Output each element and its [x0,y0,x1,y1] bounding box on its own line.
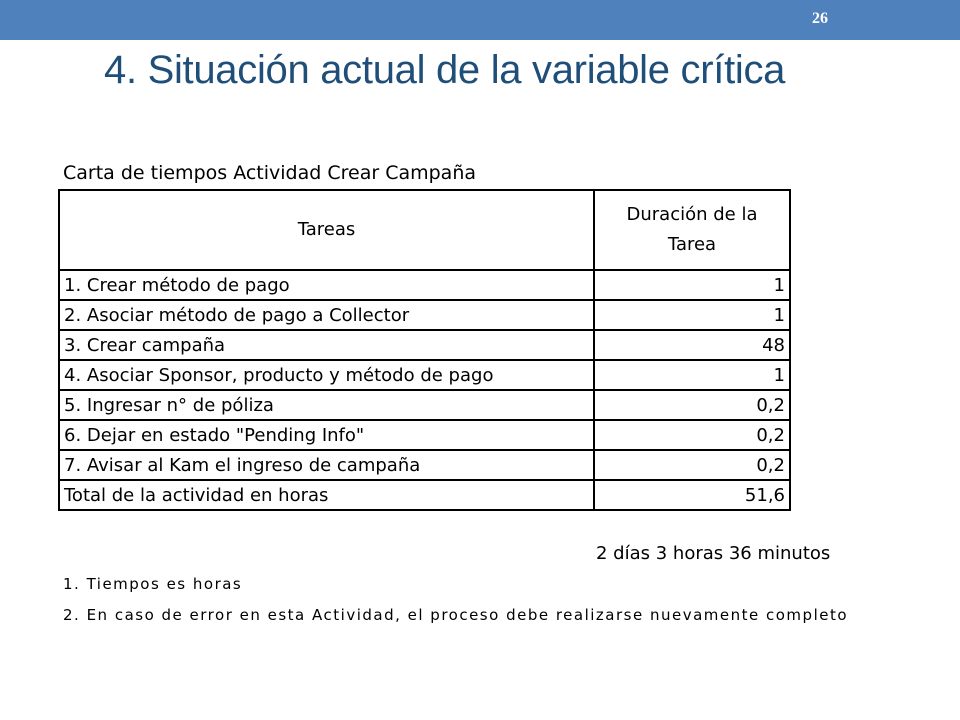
duration-cell: 0,2 [594,450,790,480]
top-accent-bar [0,0,960,40]
task-cell: 6. Dejar en estado "Pending Info" [59,420,594,450]
table-row [59,300,790,330]
table-row [59,450,790,480]
slide-title: 4. Situación actual de la variable crítica [104,48,786,92]
duration-cell: 0,2 [594,390,790,420]
table-header-row [59,190,790,270]
duration-cell: 48 [594,330,790,360]
time-chart-table [58,189,791,511]
task-cell: 2. Asociar método de pago a Collector [59,300,594,330]
note-1: 1. Tiempos es horas [63,575,243,593]
header-duracion-text: Duración de la Tarea [626,204,758,255]
table-row [59,360,790,390]
total-row [59,480,790,510]
duration-cell: 1 [594,300,790,330]
task-cell: 7. Avisar al Kam el ingreso de campaña [59,450,594,480]
task-cell: 5. Ingresar n° de póliza [59,390,594,420]
duration-cell: 1 [594,360,790,390]
duration-cell: 0,2 [594,420,790,450]
table-row [59,270,790,300]
table-row [59,390,790,420]
table-row [59,420,790,450]
task-cell: 3. Crear campaña [59,330,594,360]
header-duracion [594,190,790,270]
page-number: 26 [812,10,828,27]
task-cell: 1. Crear método de pago [59,270,594,300]
total-label: Total de la actividad en horas [59,480,594,510]
task-cell: 4. Asociar Sponsor, producto y método de pago [59,360,594,390]
table-row [59,330,790,360]
duration-summary: 2 días 3 horas 36 minutos [596,543,831,564]
duration-cell: 1 [594,270,790,300]
header-tareas: Tareas [59,190,594,270]
table-caption: Carta de tiempos Actividad Crear Campaña [63,162,477,184]
note-2: 2. En caso de error en esta Actividad, el proceso debe realizarse nuevamente completo [63,606,849,624]
total-value: 51,6 [594,480,790,510]
